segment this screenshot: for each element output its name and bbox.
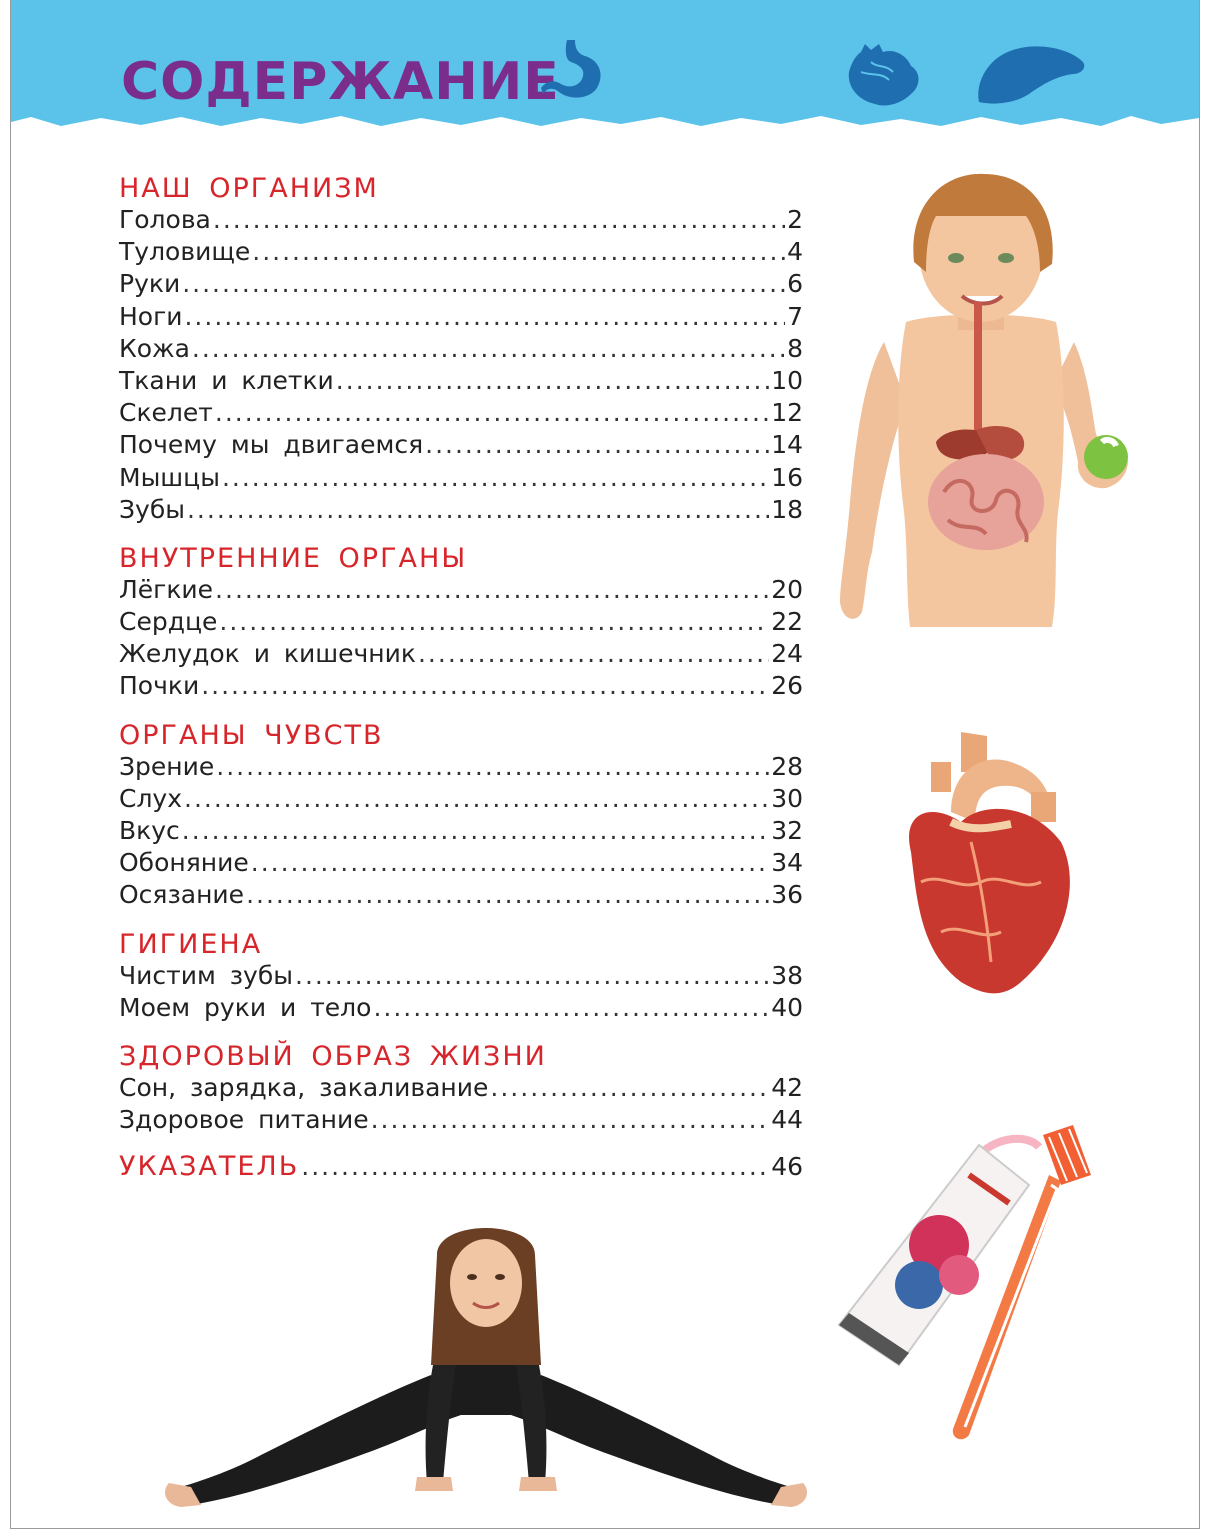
page-number: 30 — [771, 783, 803, 813]
toc-entry[interactable] — [119, 301, 803, 333]
leader-dots — [184, 783, 769, 815]
index-label: УКАЗАТЕЛЬ — [119, 1151, 300, 1183]
child-digestive-illustration — [826, 172, 1136, 627]
toc-entry[interactable] — [119, 992, 803, 1024]
page-number: 36 — [771, 880, 803, 910]
entry-label: Слух — [119, 783, 183, 813]
heart-icon — [841, 42, 926, 110]
page-number: 32 — [771, 816, 803, 845]
toc-entry[interactable] — [119, 960, 803, 992]
leader-dots — [490, 1072, 769, 1104]
toc-entry[interactable] — [119, 236, 803, 268]
entry-label: Вкус — [119, 816, 180, 845]
leader-dots — [213, 204, 785, 236]
page-title: СОДЕРЖАНИЕ — [121, 52, 560, 112]
leader-dots — [219, 606, 769, 638]
toc-entry[interactable] — [119, 751, 803, 783]
leader-dots — [184, 301, 785, 333]
toc-entry[interactable] — [119, 815, 803, 847]
page-number: 34 — [771, 848, 803, 878]
page-number: 38 — [771, 960, 803, 990]
entry-label: Ноги — [119, 301, 183, 331]
toc-entry[interactable] — [119, 670, 803, 702]
toc-entry[interactable] — [119, 365, 803, 397]
table-of-contents — [119, 170, 803, 1184]
book-page — [10, 0, 1200, 1529]
leader-dots — [373, 992, 769, 1024]
page-number: 24 — [771, 639, 803, 669]
toothpaste-toothbrush-illustration — [829, 1115, 1104, 1445]
page-number: 8 — [787, 333, 803, 363]
leader-dots — [192, 333, 785, 365]
entry-label: Желудок и кишечник — [119, 639, 416, 669]
toc-index-entry[interactable] — [119, 1150, 803, 1184]
page-number: 20 — [771, 574, 803, 604]
entry-label: Почки — [119, 671, 200, 701]
entry-label: Чистим зубы — [119, 960, 293, 990]
toc-entry[interactable] — [119, 429, 803, 461]
page-number: 18 — [771, 494, 803, 524]
page-number: 26 — [771, 671, 803, 701]
page-number: 2 — [787, 205, 803, 234]
leader-dots — [252, 236, 785, 268]
leader-dots — [425, 429, 769, 461]
entry-label: Осязание — [119, 880, 245, 910]
leader-dots — [182, 268, 785, 300]
page-number: 16 — [771, 462, 803, 492]
entry-label: Здоровое питание — [119, 1105, 369, 1135]
leader-dots — [215, 397, 769, 429]
page-number: 22 — [771, 607, 803, 637]
toc-entry[interactable] — [119, 879, 803, 911]
entry-label: Голова — [119, 205, 211, 234]
leader-dots — [222, 462, 769, 494]
entry-label: Сон, зарядка, закаливание — [119, 1072, 489, 1102]
toc-entry[interactable] — [119, 268, 803, 300]
entry-label: Почему мы двигаемся — [119, 430, 424, 460]
entry-label: Скелет — [119, 398, 213, 428]
entry-label: Лёгкие — [119, 574, 214, 604]
page-number: 12 — [771, 398, 803, 428]
page-number: 28 — [771, 751, 803, 781]
liver-icon — [973, 44, 1088, 106]
girl-split-illustration — [161, 1225, 821, 1525]
leader-dots — [251, 847, 769, 879]
toc-entry[interactable] — [119, 1104, 803, 1136]
entry-label: Моем руки и тело — [119, 992, 372, 1022]
entry-label: Зрение — [119, 751, 215, 781]
entry-label: Кожа — [119, 333, 190, 363]
toc-entry[interactable] — [119, 204, 803, 236]
entry-label: Руки — [119, 269, 181, 299]
section-title: ЗДОРОВЫЙ ОБРАЗ ЖИЗНИ — [119, 1040, 547, 1072]
leader-dots — [216, 751, 769, 783]
page-number: 7 — [787, 301, 803, 331]
page-number: 46 — [771, 1152, 803, 1182]
page-number: 42 — [771, 1072, 803, 1102]
leader-dots — [418, 638, 769, 670]
toc-section — [119, 540, 803, 703]
page-number: 44 — [771, 1105, 803, 1135]
entry-label: Туловище — [119, 237, 251, 267]
toc-entry[interactable] — [119, 638, 803, 670]
section-title: ОРГАНЫ ЧУВСТВ — [119, 719, 384, 751]
leader-dots — [336, 365, 769, 397]
toc-section — [119, 926, 803, 1024]
toc-entry[interactable] — [119, 574, 803, 606]
section-title: ВНУТРЕННИЕ ОРГАНЫ — [119, 542, 468, 574]
entry-label: Зубы — [119, 494, 185, 524]
entry-label: Мышцы — [119, 462, 220, 492]
toc-section — [119, 170, 803, 526]
section-title: НАШ ОРГАНИЗМ — [119, 173, 379, 204]
leader-dots — [182, 815, 769, 847]
entry-label: Обоняние — [119, 848, 249, 878]
toc-section — [119, 717, 803, 912]
page-number: 4 — [787, 237, 803, 267]
toc-section — [119, 1038, 803, 1136]
entry-label: Ткани и клетки — [119, 365, 334, 395]
leader-dots — [215, 574, 769, 606]
toc-entry[interactable] — [119, 783, 803, 815]
entry-label: Сердце — [119, 607, 218, 637]
toc-entry[interactable] — [119, 847, 803, 879]
page-number: 6 — [787, 269, 803, 299]
toc-entry[interactable] — [119, 606, 803, 638]
leader-dots — [246, 879, 769, 911]
page-number: 10 — [771, 365, 803, 395]
toc-entry[interactable] — [119, 397, 803, 429]
toc-entry[interactable] — [119, 494, 803, 526]
stomach-icon — [539, 36, 609, 106]
leader-dots — [301, 1150, 769, 1187]
leader-dots — [201, 670, 769, 702]
toc-entry[interactable] — [119, 462, 803, 494]
section-title: ГИГИЕНА — [119, 928, 263, 960]
page-number: 14 — [771, 430, 803, 460]
leader-dots — [371, 1104, 770, 1136]
leader-dots — [187, 494, 769, 526]
leader-dots — [295, 960, 769, 992]
toc-entry[interactable] — [119, 1072, 803, 1104]
heart-illustration — [891, 732, 1086, 1000]
page-number: 40 — [771, 992, 803, 1022]
toc-entry[interactable] — [119, 333, 803, 365]
